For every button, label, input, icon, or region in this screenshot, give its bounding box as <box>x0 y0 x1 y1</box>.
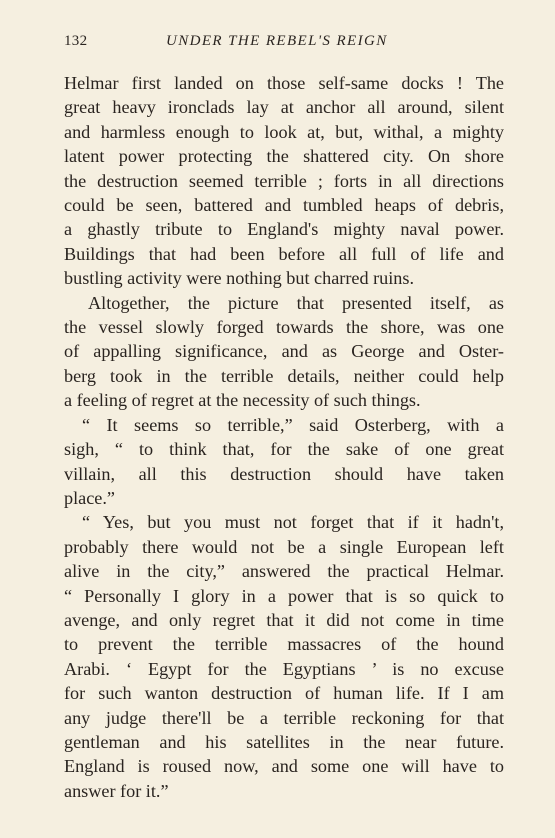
text-line: sigh, “ to think that, for the sake of one great <box>64 439 504 460</box>
text-line: villain, all this destruction should have taken <box>64 463 504 484</box>
page-header <box>64 33 504 53</box>
text-line: berg took in the terrible details, neither could help <box>64 365 504 386</box>
text-line: Arabi. ‘ Egypt for the Egyptians ’ is no excuse <box>64 658 504 679</box>
text-line: gentleman and his satellites in the near future. <box>64 731 504 752</box>
page-number: 132 <box>64 33 88 49</box>
paragraph <box>64 413 504 511</box>
text-line: a ghastly tribute to England's mighty naval power. <box>64 219 504 240</box>
text-line: England is roused now, and some one will have to <box>64 756 504 777</box>
text-line: to prevent the terrible massacres of the hound <box>64 634 504 655</box>
running-head: UNDER THE REBEL'S REIGN <box>166 33 388 49</box>
body-text <box>64 71 504 803</box>
text-line: of appalling significance, and as George and Oster- <box>64 341 504 362</box>
paragraph <box>64 510 504 803</box>
text-line: probably there would not be a single European left <box>64 536 504 557</box>
text-line: the destruction seemed terrible ; forts in all directions <box>64 170 504 191</box>
text-line: avenge, and only regret that it did not come in time <box>64 609 504 630</box>
text-line: great heavy ironclads lay at anchor all around, silent <box>64 97 504 118</box>
paragraph <box>64 71 504 291</box>
text-line: Helmar first landed on those self-same docks ! The <box>64 73 504 93</box>
paragraph <box>64 291 504 413</box>
text-line: any judge there'll be a terrible reckoning for that <box>64 707 504 728</box>
text-line: a feeling of regret at the necessity of such things. <box>64 390 421 411</box>
text-line: alive in the city,” answered the practical Helmar. <box>64 561 504 582</box>
text-line: “ Personally I glory in a power that is so quick to <box>64 585 504 606</box>
text-line: answer for it.” <box>64 780 169 801</box>
text-line: Buildings that had been before all full of life and <box>64 243 504 264</box>
text-line: latent power protecting the shattered city. On shore <box>64 146 504 167</box>
text-line: for such wanton destruction of human life. If I am <box>64 683 504 704</box>
text-line: place.” <box>64 487 115 508</box>
text-line: “ It seems so terrible,” said Osterberg, with a <box>82 414 504 435</box>
text-line: “ Yes, but you must not forget that if it hadn't, <box>82 512 504 533</box>
text-line: and harmless enough to look at, but, withal, a mighty <box>64 121 504 142</box>
text-line: bustling activity were nothing but charred ruins. <box>64 268 415 289</box>
text-line: the vessel slowly forged towards the shore, was one <box>64 317 504 338</box>
text-line: Altogether, the picture that presented itself, as <box>88 292 504 313</box>
text-line: could be seen, battered and tumbled heaps of debris, <box>64 195 504 216</box>
